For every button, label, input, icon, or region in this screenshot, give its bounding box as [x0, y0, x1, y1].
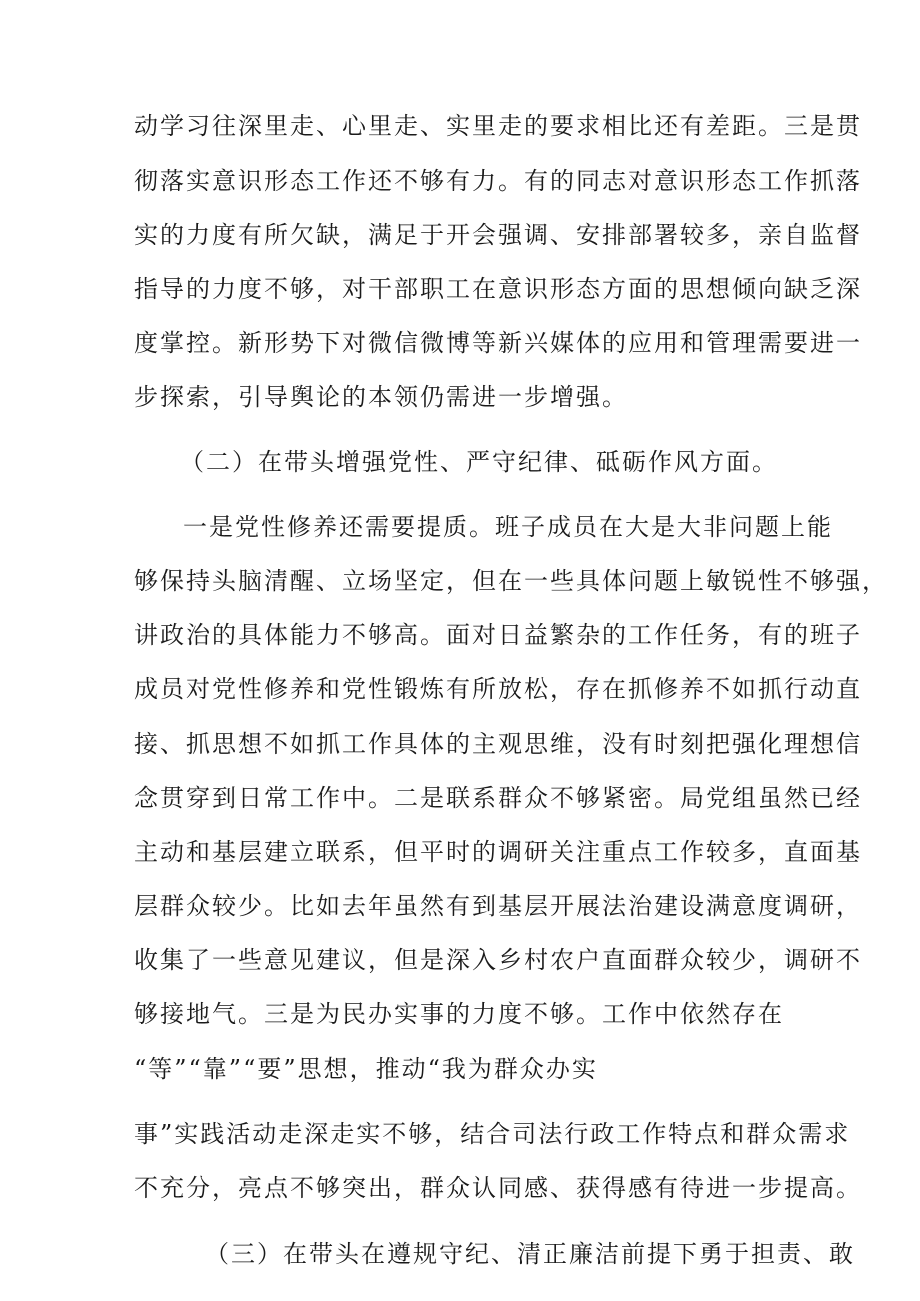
paragraph-line-9: 讲政治的具体能力不够高。面对日益繁杂的工作任务，有的班子 [134, 621, 862, 649]
paragraph-line-13: 主动和基层建立联系，但平时的调研关注重点工作较多，直面基 [134, 838, 862, 866]
paragraph-line-6: 步探索，引导舆论的本领仍需进一步增强。 [134, 383, 628, 411]
paragraph-line-17: “等”“靠”“要”思想，推动“我为群众办实 [134, 1055, 598, 1083]
paragraph-line-8: 够保持头脑清醒、立场坚定，但在一些具体问题上敏锐性不够强， [134, 567, 888, 595]
paragraph-line-3: 实的力度有所欠缺，满足于开会强调、安排部署较多，亲自监督 [134, 221, 862, 249]
paragraph-line-7: 一是党性修养还需要提质。班子成员在大是大非问题上能 [183, 513, 833, 541]
paragraph-line-4: 指导的力度不够，对干部职工在意识形态方面的思想倾向缺乏深 [134, 275, 862, 303]
paragraph-line-2: 彻落实意识形态工作还不够有力。有的同志对意识形态工作抓落 [134, 167, 862, 195]
paragraph-line-12: 念贯穿到日常工作中。二是联系群众不够紧密。局党组虽然已经 [134, 784, 862, 812]
section-heading-2: （二）在带头增强党性、严守纪律、砥砺作风方面。 [180, 448, 778, 476]
paragraph-line-1: 动学习往深里走、心里走、实里走的要求相比还有差距。三是贯 [134, 112, 862, 140]
paragraph-line-14: 层群众较少。比如去年虽然有到基层开展法治建设满意度调研， [134, 892, 862, 920]
paragraph-line-19: 不充分，亮点不够突出，群众认同感、获得感有待进一步提高。 [134, 1174, 862, 1202]
paragraph-line-15: 收集了一些意见建议，但是深入乡村农户直面群众较少，调研不 [134, 946, 862, 974]
section-heading-3: （三）在带头在遵规守纪、清正廉洁前提下勇于担责、敢 [205, 1240, 855, 1268]
paragraph-line-18: 事”实践活动走深走实不够，结合司法行政工作特点和群众需求 [134, 1120, 851, 1148]
paragraph-line-5: 度掌控。新形势下对微信微博等新兴媒体的应用和管理需要进一 [134, 329, 862, 357]
paragraph-line-16: 够接地气。三是为民办实事的力度不够。工作中依然存在 [134, 1000, 784, 1028]
paragraph-line-10: 成员对党性修养和党性锻炼有所放松，存在抓修养不如抓行动直 [134, 675, 862, 703]
paragraph-line-11: 接、抓思想不如抓工作具体的主观思维，没有时刻把强化理想信 [134, 730, 862, 758]
